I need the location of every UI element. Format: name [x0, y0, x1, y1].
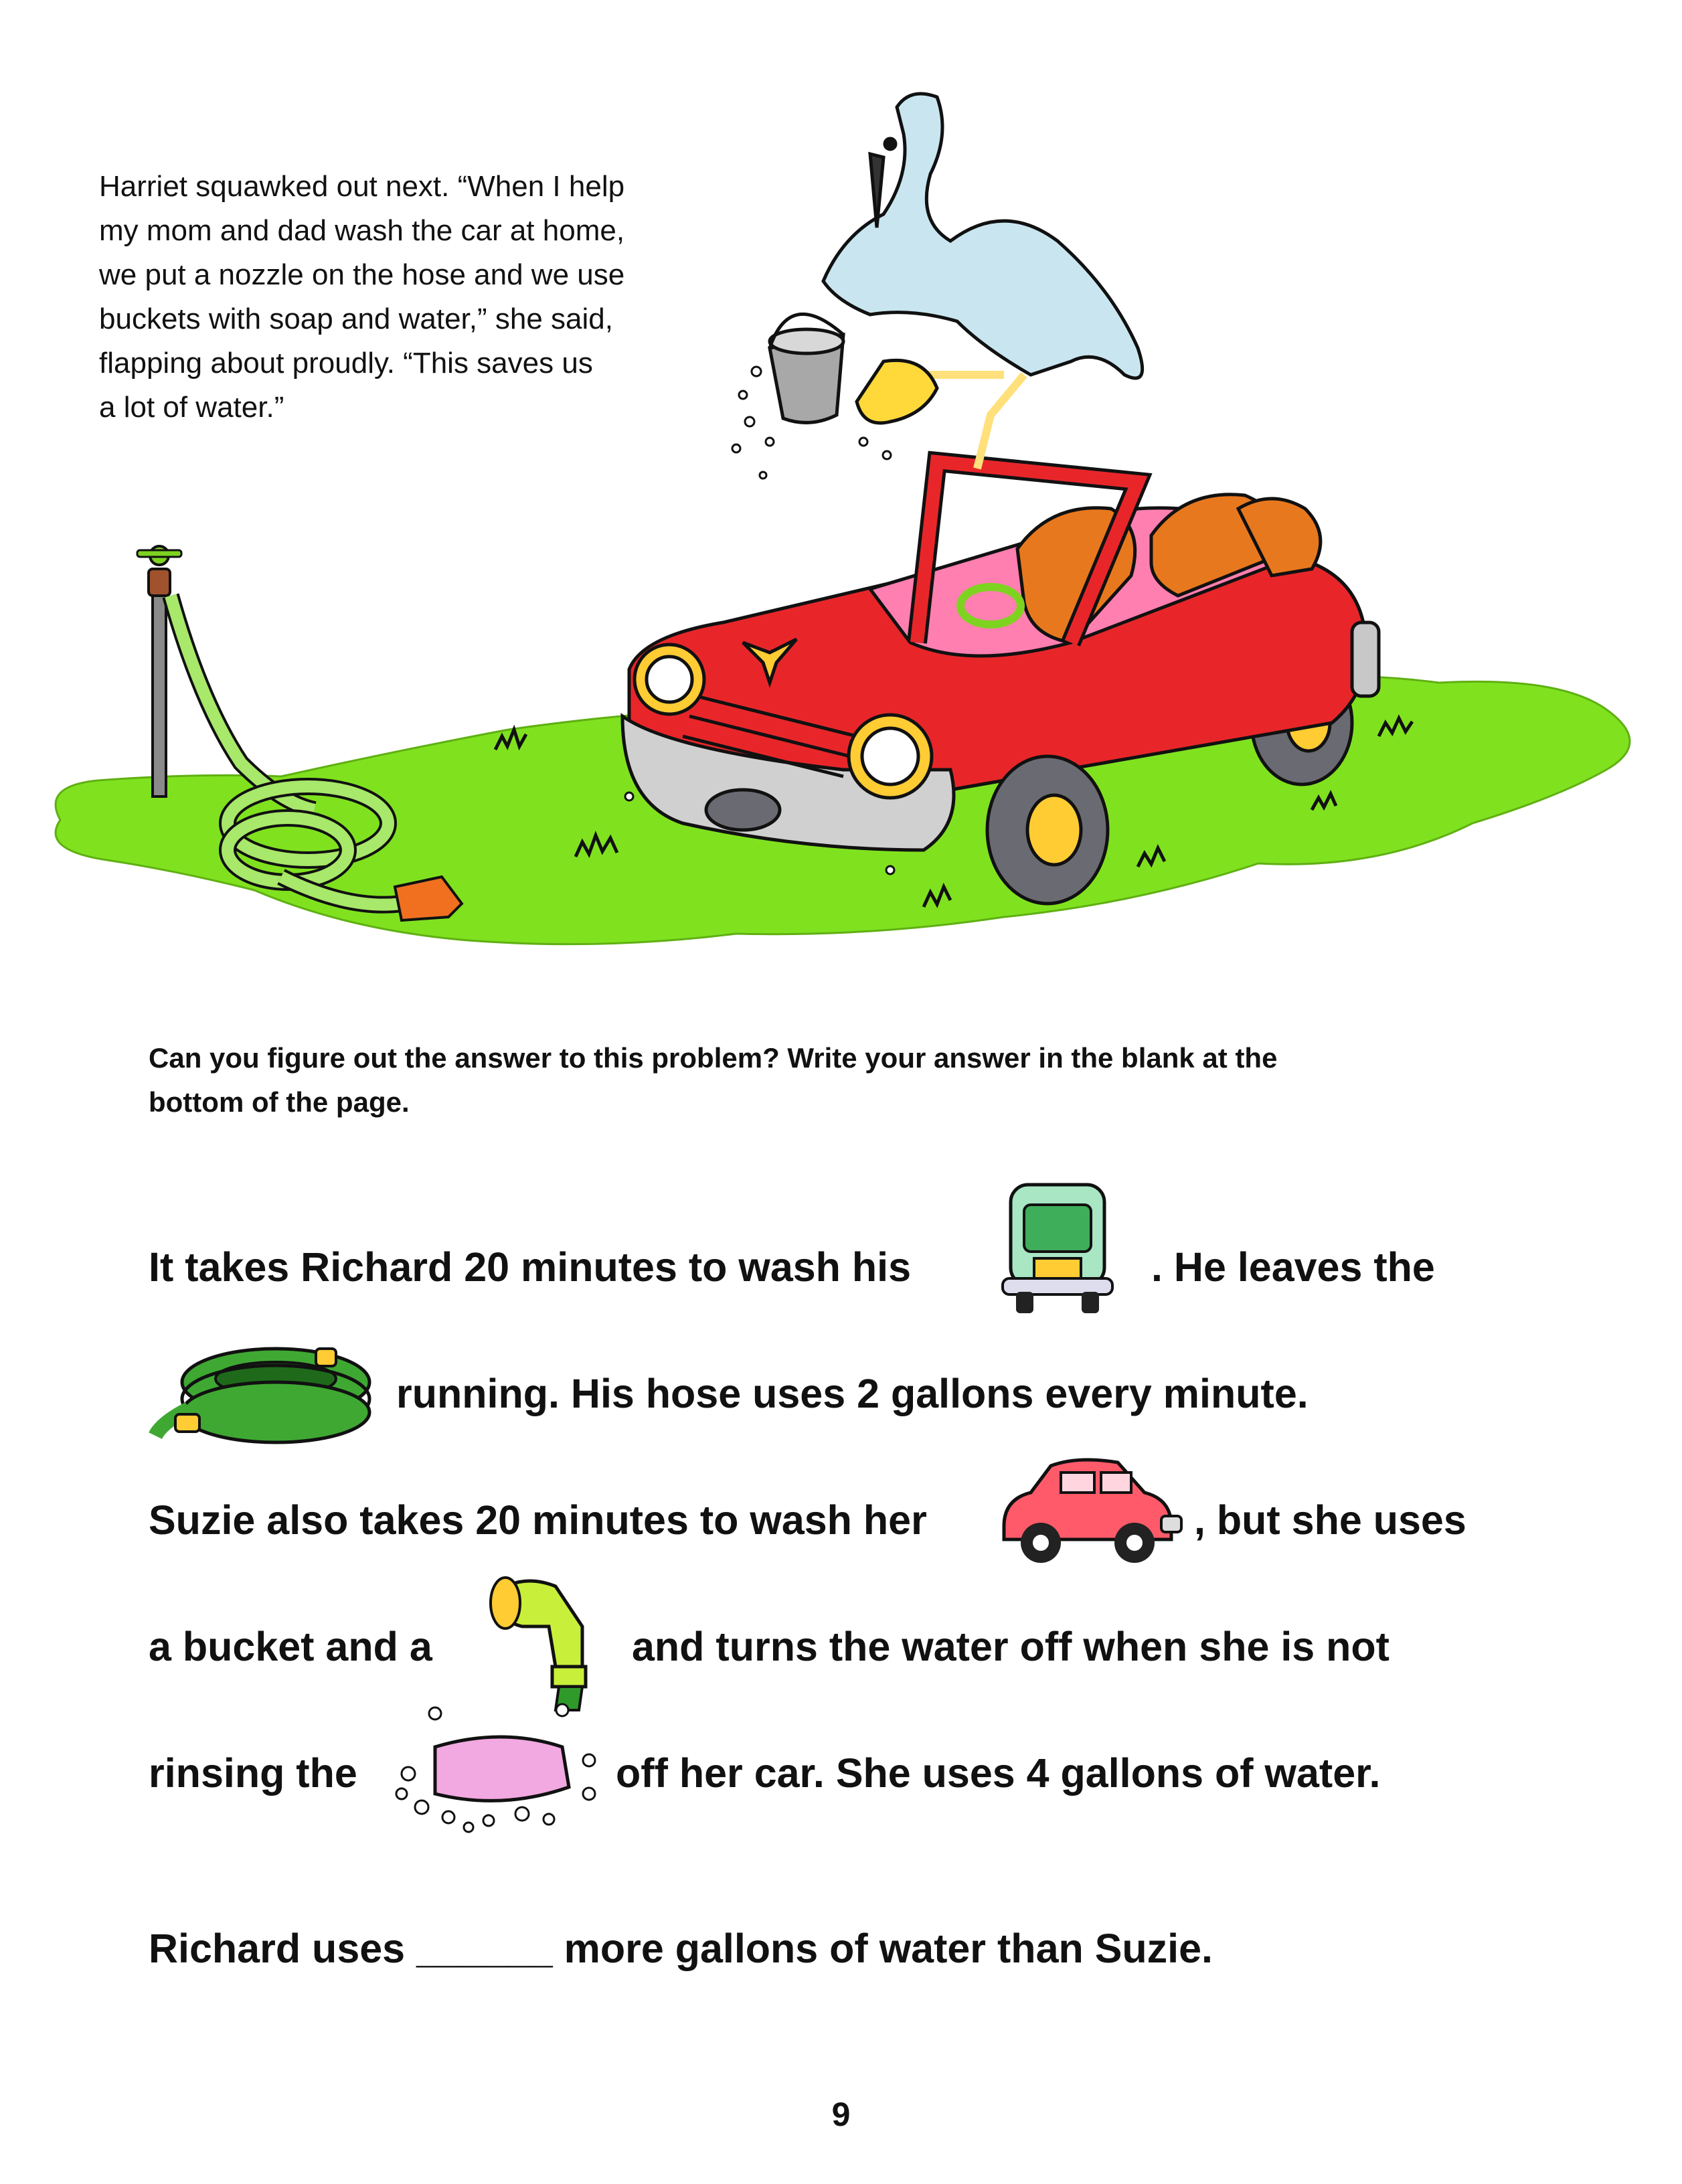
- red-car-icon: [991, 1452, 1185, 1573]
- harriet-heron-icon: [770, 94, 1143, 469]
- problem-line-4b: and turns the water off when she is not: [632, 1624, 1390, 1669]
- story-line: we put a nozzle on the hose and we use: [99, 258, 625, 291]
- story-line: flapping about proudly. “This saves us: [99, 347, 593, 380]
- answer-tail: more gallons of water than Suzie.: [564, 1926, 1213, 1971]
- page-number: 9: [831, 2096, 851, 2133]
- story-line: buckets with soap and water,” she said,: [99, 303, 613, 335]
- story-line: Harriet squawked out next. “When I help: [99, 170, 625, 203]
- answer-line: [149, 1925, 1213, 1972]
- instructions: [149, 1036, 1554, 1124]
- answer-blank[interactable]: ______: [416, 1926, 553, 1971]
- problem-line-1a: It takes Richard 20 minutes to wash his: [149, 1244, 912, 1290]
- problem-line-3a: Suzie also takes 20 minutes to wash her: [149, 1497, 927, 1543]
- story-line: my mom and dad wash the car at home,: [99, 214, 625, 247]
- problem-line-1b: . He leaves the: [1151, 1244, 1435, 1290]
- faucet-icon: [137, 546, 181, 796]
- problem-line-2: running. His hose uses 2 gallons every minute.: [396, 1371, 1309, 1416]
- problem-line-5b: off her car. She uses 4 gallons of water.: [616, 1750, 1381, 1796]
- answer-lead: Richard uses: [149, 1926, 406, 1971]
- spray-nozzle-icon: [482, 1566, 616, 1713]
- problem-line-4a: a bucket and a: [149, 1624, 432, 1669]
- story-line: a lot of water.”: [99, 391, 284, 424]
- instructions-line: Can you figure out the answer to this problem? Write your answer in the blank at the: [149, 1042, 1278, 1074]
- story-paragraph: [99, 165, 728, 430]
- truck-icon: [997, 1178, 1118, 1319]
- problem-line-5a: rinsing the: [149, 1750, 357, 1796]
- instructions-line: bottom of the page.: [149, 1086, 410, 1118]
- car-wash-illustration: [0, 0, 1682, 991]
- coiled-hose-icon: [149, 1335, 376, 1449]
- soapy-sponge-icon: [388, 1700, 609, 1834]
- problem-line-3b: , but she uses: [1194, 1497, 1466, 1543]
